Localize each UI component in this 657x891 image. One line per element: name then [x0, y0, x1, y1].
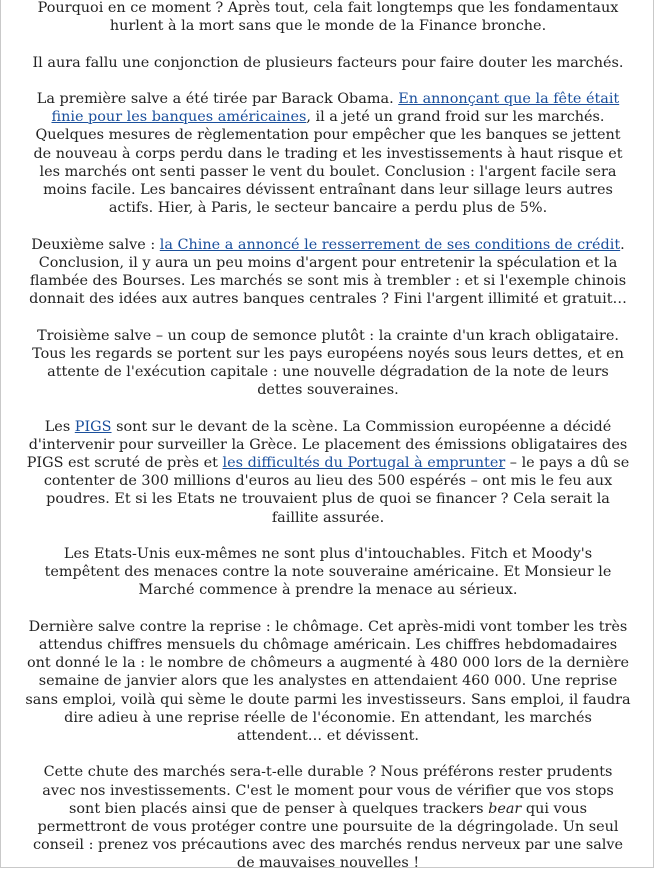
article-body [25, 0, 631, 891]
third-salvo-text: Troisième salve – un coup de semonce plutôt : la crainte d'un krach obligataire. Tous les regards se portent sur les pays européens noyés sous leurs dettes, et en attente de l'exécution capitale : une nouvelle dégradation de la note de leurs dettes souveraines. [32, 327, 624, 399]
link-portugal-emprunter[interactable]: les difficultés du Portugal à emprunter [222, 455, 506, 471]
pigs-middle-text: sont sur le devant de la scène. La Commission européenne a décidé d'intervenir pour surveiller la Grèce. Le placement des émissions obligataires des PIGS est scruté de près et [26, 418, 628, 471]
pigs-body-text: – le pays a dû se contenter de 300 millions d'euros au lieu des 500 espérés – ont mis le feu aux poudres. Et si les Etats ne trouvaient plus de quoi se financer ? Cela serait la faillite assurée. [43, 455, 630, 526]
paragraph-third-salvo [25, 327, 631, 400]
paragraph-second-salvo [25, 236, 631, 309]
second-salvo-lead-text: Deuxième salve : [31, 236, 160, 253]
paragraph-intro-text: Pourquoi en ce moment ? Après tout, cela fait longtemps que les fondamentaux hurlent à la mort sans que le monde de la Finance bronche. [37, 0, 619, 35]
paragraph-first-salvo [25, 90, 631, 217]
link-fete-finie-banques[interactable]: En annonçant que la fête était finie pour les banques américaines [51, 90, 620, 126]
paragraph-conclusion [25, 763, 631, 872]
first-salvo-lead-text: La première salve a été tirée par Barack Obama. [36, 90, 399, 107]
paragraph-pigs [25, 418, 631, 527]
conclusion-body-text: qui vous permettront de vous protéger contre une poursuite de la dégringolade. Un seul conseil : prenez vos précautions avec des marchés rendus nerveux par une salve de mauvaises nouvelles ! [32, 800, 624, 872]
conclusion-lead-text: Cette chute des marchés sera-t-elle durable ? Nous préférons rester prudents avec nos investissements. C'est le moment pour vous de vérifier que vos stops sont bien placés ainsi que de penser à quelques trackers [42, 764, 614, 817]
paragraph-intro [25, 0, 631, 35]
etats-unis-text: Les Etats-Unis eux-mêmes ne sont plus d'intouchables. Fitch et Moody's tempêtent des menaces contre la note souveraine américaine. Et Monsieur le Marché commence à prendre la menace au sérieux. [44, 546, 612, 599]
link-chine-credit[interactable]: la Chine a annoncé le resserrement de ses conditions de crédit [159, 236, 621, 253]
paragraph-conjunction-text: Il aura fallu une conjonction de plusieurs facteurs pour faire douter les marchés. [32, 54, 624, 71]
pigs-lead-text: Les [44, 418, 75, 435]
link-pigs[interactable]: PIGS [74, 418, 112, 435]
bear-emphasis: bear [488, 800, 522, 817]
paragraph-etats-unis [25, 545, 631, 600]
second-salvo-body-text: . Conclusion, il y aura un peu moins d'argent pour entretenir la spéculation et la flambée des Bourses. Les marchés se sont mis à trembler : et si l'exemple chinois donnait des idées aux autres banques centrales ? Fini l'argent illimité et gratuit… [29, 236, 627, 308]
last-salvo-text: Dernière salve contre la reprise : le chômage. Cet après-midi vont tomber les très attendus chiffres mensuels du chômage américain. Les chiffres hebdomadaires ont donné le la : le nombre de chômeurs a augmenté à 480 000 lors de la dernière semaine de janvier alors que les analystes en attendaient 460 000. Une reprise sans emploi, voilà qui sème le doute parmi les investisseurs. Sans emploi, il faudra dire adieu à une reprise réelle de l'économie. En attendant, les marchés attendent… et dévissent. [25, 618, 631, 745]
first-salvo-body-text: , il a jeté un grand froid sur les marchés. Quelques mesures de règlementation pour empêcher que les banques se jettent de nouveau à corps perdu dans le trading et les investissements à haut risque et les marchés ont senti passer le vent du boulet. Conclusion : l'argent facile sera moins facile. Les bancaires dévissent entraînant dans leur sillage leurs autres actifs. Hier, à Paris, le secteur bancaire a perdu plus de 5%. [33, 109, 623, 217]
paragraph-last-salvo [25, 618, 631, 745]
paragraph-conjunction [25, 54, 631, 72]
